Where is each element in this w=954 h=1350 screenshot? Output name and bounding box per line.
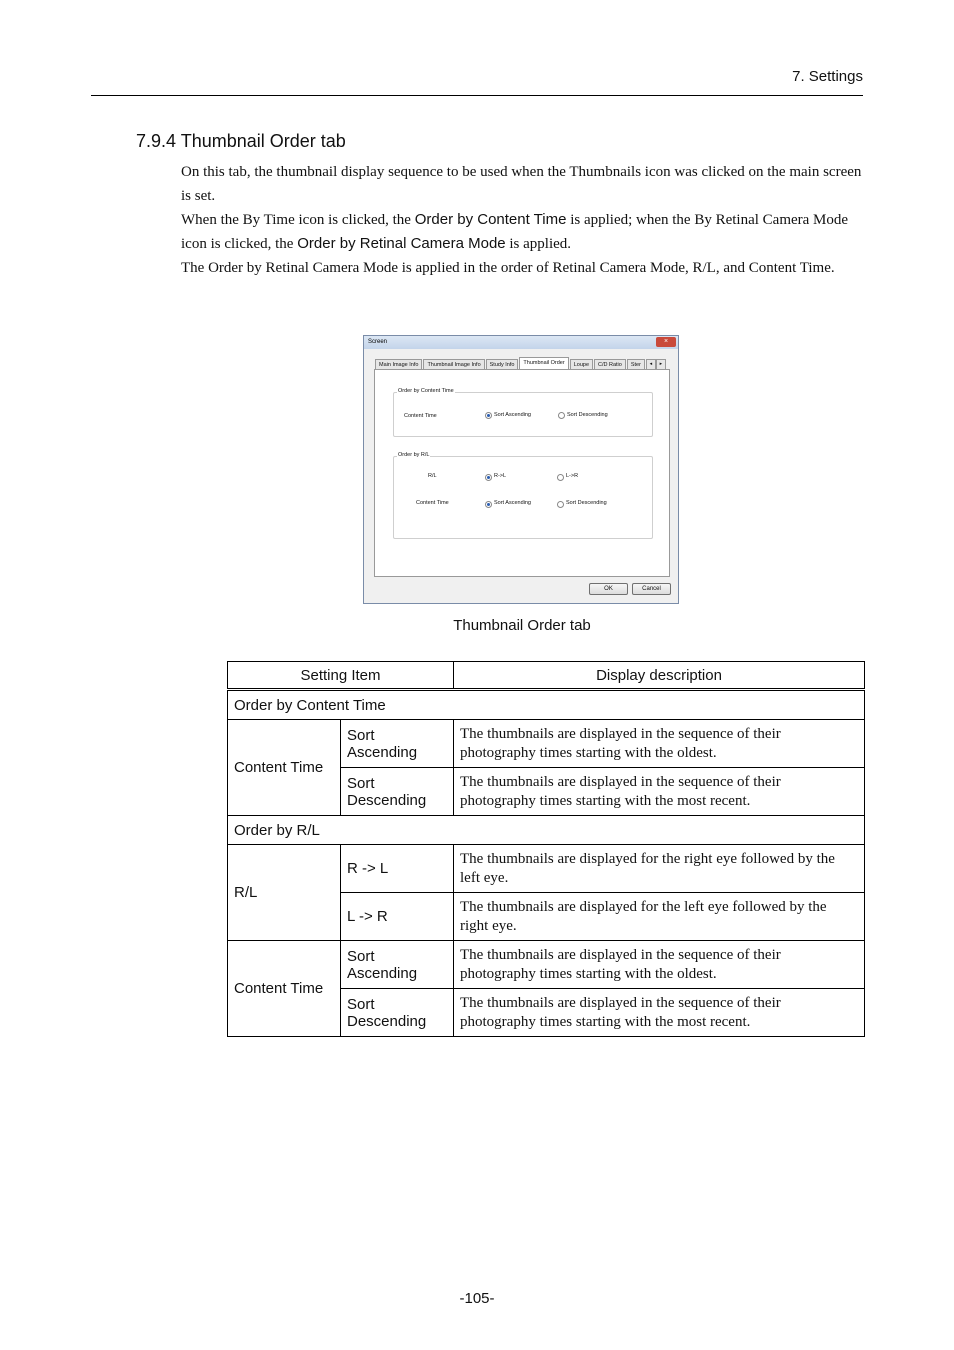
- setting-description: The thumbnails are displayed in the sequence of their photography times starting with the most recent.: [454, 989, 865, 1037]
- header-display-description: Display description: [454, 662, 865, 690]
- radio-sort-descending[interactable]: [557, 501, 564, 508]
- running-header: 7. Settings: [792, 68, 863, 85]
- close-icon[interactable]: ×: [656, 337, 676, 347]
- chevron-left-icon[interactable]: ◂: [646, 359, 656, 370]
- tab-main-image-info[interactable]: Main Image Info: [375, 359, 422, 369]
- tab-thumbnail-order[interactable]: Thumbnail Order: [519, 357, 568, 370]
- dialog-titlebar: [364, 336, 678, 349]
- radio-label: Sort Ascending: [494, 412, 531, 418]
- section-title: 7.9.4 Thumbnail Order tab: [136, 131, 346, 151]
- setting-option: Sort Descending: [341, 768, 454, 816]
- radio-label: R->L: [494, 473, 507, 479]
- paragraph-1: On this tab, the thumbnail display sequence to be used when the Thumbnails icon was clicked on the main screen is set.: [181, 164, 862, 204]
- figure-caption: Thumbnail Order tab: [453, 617, 591, 634]
- tab-study-info[interactable]: Study Info: [486, 359, 519, 369]
- radio-label: Sort Descending: [567, 412, 608, 418]
- cancel-button[interactable]: Cancel: [632, 583, 671, 595]
- table-row: [228, 845, 865, 893]
- setting-item: Content Time: [228, 720, 341, 816]
- tab-thumbnail-image-info[interactable]: Thumbnail Image Info: [423, 359, 484, 369]
- section-label: Order by R/L: [228, 816, 865, 845]
- dialog-tabs: [375, 357, 666, 369]
- intro-text: [181, 160, 865, 280]
- table-section-row: [228, 690, 865, 720]
- setting-option: Sort Descending: [341, 989, 454, 1037]
- section-label: Order by Content Time: [228, 690, 865, 720]
- setting-item: R/L: [228, 845, 341, 941]
- dialog-title: Screen: [368, 339, 388, 345]
- table-section-row: [228, 816, 865, 845]
- chevron-right-icon[interactable]: ▸: [656, 359, 666, 370]
- radio-label: Sort Ascending: [494, 500, 531, 506]
- tab-ster[interactable]: Ster: [627, 359, 645, 369]
- setting-description: The thumbnails are displayed in the sequence of their photography times starting with the most recent.: [454, 768, 865, 816]
- settings-table: [227, 661, 865, 1037]
- paragraph-3: The Order by Retinal Camera Mode is applied in the order of Retinal Camera Mode, R/L, and Content Time.: [181, 260, 835, 276]
- table-row: [228, 941, 865, 989]
- group-legend: Order by R/L: [398, 452, 430, 458]
- radio-label: L->R: [566, 473, 579, 479]
- page-number: -105-: [459, 1290, 495, 1307]
- paragraph-2-text-a: When the By Time icon is clicked, the: [181, 212, 415, 228]
- group-order-by-content-time: [393, 388, 653, 437]
- radio-l-to-r[interactable]: [557, 474, 564, 481]
- tab-loupe[interactable]: Loupe: [570, 359, 593, 369]
- setting-option: L -> R: [341, 893, 454, 941]
- group-order-by-rl: [393, 452, 653, 539]
- radio-sort-ascending[interactable]: [485, 412, 492, 419]
- radio-sort-ascending[interactable]: [485, 501, 492, 508]
- paragraph-2-text-e: is applied.: [505, 236, 572, 252]
- radio-sort-descending[interactable]: [558, 412, 565, 419]
- radio-label: Sort Descending: [566, 500, 607, 506]
- header-setting-item: Setting Item: [228, 662, 454, 690]
- row-label: Content Time: [404, 413, 437, 419]
- setting-option: Sort Ascending: [341, 720, 454, 768]
- radio-r-to-l[interactable]: [485, 474, 492, 481]
- ui-term-retinal-mode: Order by Retinal Camera Mode: [297, 235, 506, 252]
- setting-description: The thumbnails are displayed for the right eye followed by the left eye.: [454, 845, 865, 893]
- ui-term-content-time: Order by Content Time: [414, 211, 567, 228]
- paragraph-2: [181, 208, 865, 256]
- row-label: R/L: [428, 473, 437, 479]
- table-header-row: [228, 662, 865, 690]
- table-row: [228, 720, 865, 768]
- tab-cd-ratio[interactable]: C/D Ratio: [594, 359, 626, 369]
- setting-item: Content Time: [228, 941, 341, 1037]
- screen-dialog: [363, 335, 679, 604]
- setting-description: The thumbnails are displayed in the sequence of their photography times starting with the oldest.: [454, 720, 865, 768]
- paragraph-2-text-c: is applied; when the By Retinal Camera Mode icon is clicked, the: [181, 212, 849, 252]
- tab-panel: [374, 369, 670, 577]
- header-rule: [91, 95, 863, 96]
- group-legend: Order by Content Time: [398, 388, 454, 394]
- setting-description: The thumbnails are displayed for the left eye followed by the right eye.: [454, 893, 865, 941]
- row-label: Content Time: [416, 500, 449, 506]
- ok-button[interactable]: OK: [589, 583, 628, 595]
- setting-description: The thumbnails are displayed in the sequence of their photography times starting with the oldest.: [454, 941, 865, 989]
- setting-option: Sort Ascending: [341, 941, 454, 989]
- setting-option: R -> L: [341, 845, 454, 893]
